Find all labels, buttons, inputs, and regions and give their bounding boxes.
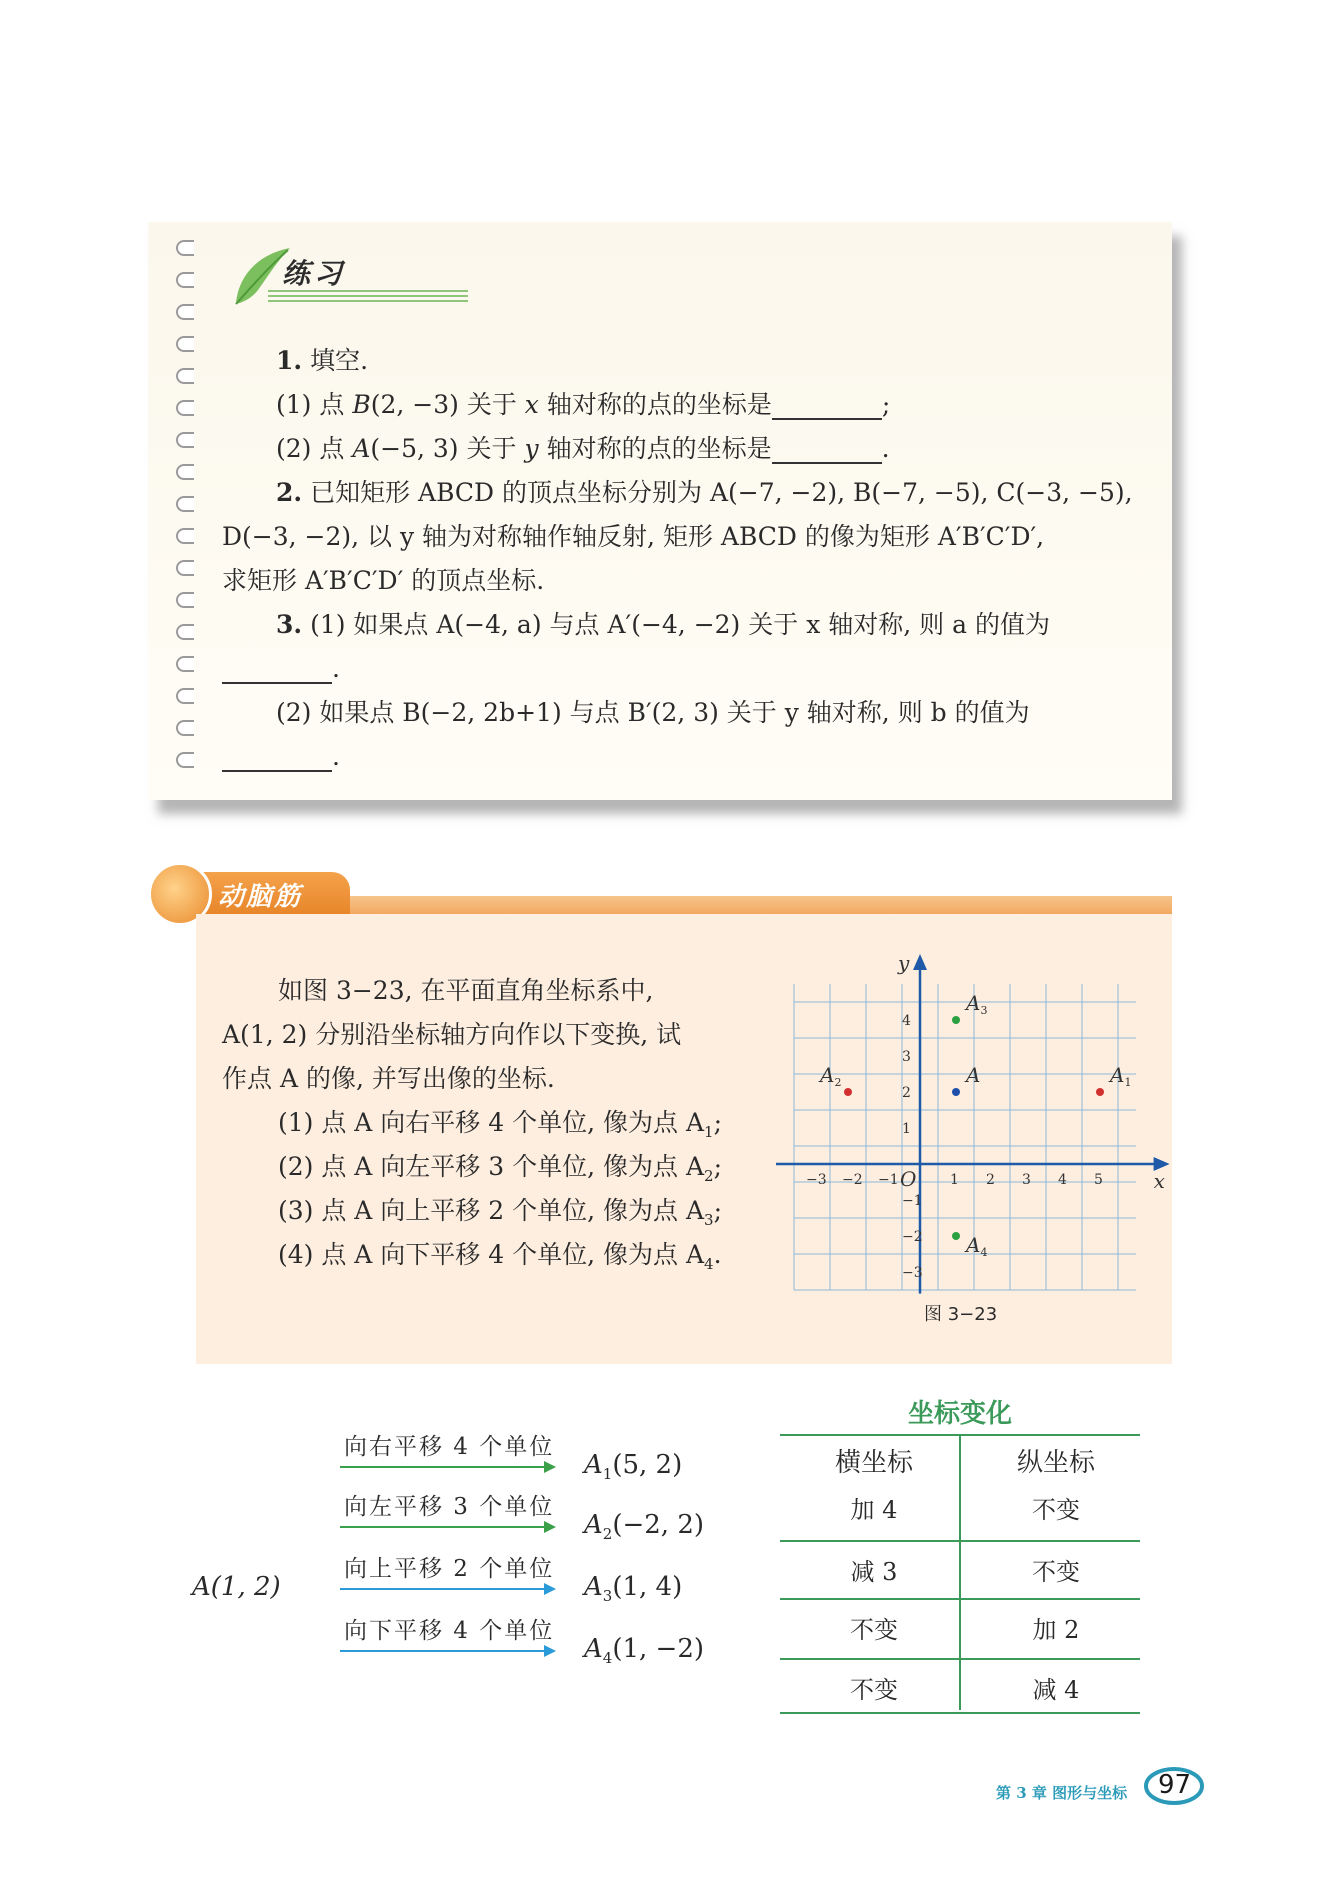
x-tick-label: 4 bbox=[1058, 1172, 1067, 1188]
y-tick-label: 4 bbox=[902, 1013, 911, 1029]
result-point: $A_2(-2$, 2) bbox=[584, 1510, 705, 1544]
table-rule bbox=[780, 1540, 1140, 1542]
table-cell: 不变 bbox=[1032, 1496, 1080, 1524]
brain-item-2: (2) 点 A 向左平移 3 个单位, 像为点 $A_2$; bbox=[278, 1152, 722, 1185]
table-cell: 加 2 bbox=[1032, 1616, 1080, 1644]
point-A3 bbox=[952, 1016, 960, 1024]
point-label: $A_3$ bbox=[966, 991, 988, 1017]
y-axis-arrow bbox=[913, 954, 927, 970]
point-A1 bbox=[1096, 1088, 1104, 1096]
answer-blank[interactable] bbox=[772, 438, 882, 464]
y-tick-label: 1 bbox=[902, 1121, 911, 1137]
practice-heading bbox=[228, 246, 548, 306]
answer-blank[interactable] bbox=[772, 394, 882, 420]
point-label: $A_4$ bbox=[966, 1233, 988, 1259]
y-axis-label: y bbox=[898, 951, 910, 975]
answer-blank[interactable] bbox=[222, 658, 332, 684]
table-header-x: 横坐标 bbox=[834, 1448, 913, 1478]
result-point: $A_1(5$, 2) bbox=[584, 1450, 683, 1484]
table-title: 坐标变化 bbox=[908, 1399, 1013, 1429]
figure-caption: 图 3−23 bbox=[924, 1304, 998, 1325]
question-3-2: (2) 如果点 B(−2, 2b+1) 与点 B′(2, 3) 关于 y 轴对称, 则 b 的值为 bbox=[276, 698, 1030, 727]
transform-arrow bbox=[340, 1466, 554, 1468]
point-A4 bbox=[952, 1232, 960, 1240]
y-tick-label: −1 bbox=[902, 1193, 923, 1209]
transform-arrow bbox=[340, 1650, 554, 1652]
table-cell: 减 3 bbox=[850, 1558, 898, 1586]
coordinate-figure bbox=[770, 940, 1165, 1281]
origin-label: O bbox=[900, 1167, 917, 1191]
arrow-label: 向左平移 3 个单位 bbox=[344, 1494, 555, 1520]
brain-item-4: (4) 点 A 向下平移 4 个单位, 像为点 $A_4$. bbox=[278, 1240, 722, 1273]
x-tick-label: −3 bbox=[806, 1172, 827, 1188]
brain-section-header bbox=[148, 862, 1172, 914]
answer-blank[interactable] bbox=[222, 746, 332, 772]
practice-title: 练习 bbox=[282, 257, 347, 290]
table-rule bbox=[780, 1598, 1140, 1600]
point-label: $A_1$ bbox=[1110, 1063, 1132, 1089]
arrow-label: 向右平移 4 个单位 bbox=[344, 1434, 555, 1460]
question-3-1: 3. (1) 如果点 A(−4, a) 与点 A′(−4, −2) 关于 x 轴对称, 则 a 的值为 bbox=[276, 610, 1050, 639]
title-underline-decoration bbox=[268, 290, 468, 304]
brain-item-3: (3) 点 A 向上平移 2 个单位, 像为点 $A_3$; bbox=[278, 1196, 722, 1229]
table-cell: 减 4 bbox=[1032, 1676, 1080, 1704]
result-point: $A_4(1$, −2) bbox=[584, 1634, 705, 1668]
transform-arrow bbox=[340, 1588, 554, 1590]
y-tick-label: −2 bbox=[902, 1229, 923, 1245]
question-3-1-answer: . bbox=[222, 654, 340, 684]
table-cell: 不变 bbox=[850, 1616, 898, 1644]
y-tick-label: 3 bbox=[902, 1049, 911, 1065]
point-label: A bbox=[966, 1063, 981, 1087]
source-point: A(1, 2) bbox=[192, 1572, 281, 1602]
point-A bbox=[952, 1088, 960, 1096]
x-tick-label: 3 bbox=[1022, 1172, 1031, 1188]
question-2-line1: 2. 已知矩形 ABCD 的顶点坐标分别为 A(−7, −2), B(−7, −5), C(−3, −5), bbox=[276, 478, 1133, 507]
x-tick-label: −1 bbox=[878, 1172, 899, 1188]
x-tick-label: 5 bbox=[1094, 1172, 1103, 1188]
brain-intro-line3: 作点 A 的像, 并写出像的坐标. bbox=[222, 1064, 555, 1093]
table-rule bbox=[780, 1712, 1140, 1714]
y-tick-label: −3 bbox=[902, 1265, 923, 1281]
table-cell: 不变 bbox=[1032, 1558, 1080, 1586]
brain-item-1: (1) 点 A 向右平移 4 个单位, 像为点 $A_1$; bbox=[278, 1108, 722, 1141]
x-tick-label: 2 bbox=[986, 1172, 995, 1188]
question-3-2-answer: . bbox=[222, 742, 340, 772]
chapter-label: 第 3 章 图形与坐标 bbox=[996, 1784, 1128, 1802]
brain-title: 动脑筋 bbox=[218, 882, 303, 912]
table-rule bbox=[780, 1658, 1140, 1660]
table-cell: 不变 bbox=[850, 1676, 898, 1704]
page-badge bbox=[1144, 1764, 1206, 1806]
question-1-1: (1) 点 B(2, −3) 关于 x 轴对称的点的坐标是 ; bbox=[276, 390, 891, 419]
x-tick-label: −2 bbox=[842, 1172, 863, 1188]
x-axis-label: x bbox=[1153, 1169, 1165, 1193]
point-A2 bbox=[844, 1088, 852, 1096]
brain-intro-line1: 如图 3−23, 在平面直角坐标系中, bbox=[278, 976, 654, 1005]
practice-card bbox=[148, 222, 1172, 800]
result-point: $A_3(1$, 4) bbox=[584, 1572, 683, 1606]
x-tick-label: 1 bbox=[950, 1172, 959, 1188]
table-cell: 加 4 bbox=[850, 1496, 898, 1524]
y-tick-label: 2 bbox=[902, 1085, 911, 1101]
table-header-y: 纵坐标 bbox=[1016, 1448, 1095, 1478]
question-1-2: (2) 点 A(−5, 3) 关于 y 轴对称的点的坐标是 . bbox=[276, 434, 890, 463]
point-label: $A_2$ bbox=[820, 1063, 842, 1089]
question-1: 1. 填空. bbox=[276, 346, 369, 375]
transform-arrow bbox=[340, 1526, 554, 1528]
question-2-line3: 求矩形 A′B′C′D′ 的顶点坐标. bbox=[222, 566, 545, 595]
arrow-label: 向上平移 2 个单位 bbox=[344, 1556, 555, 1582]
question-2-line2: D(−3, −2), 以 y 轴为对称轴作轴反射, 矩形 ABCD 的像为矩形 A′B′C′D′, bbox=[222, 522, 1045, 551]
arrow-label: 向下平移 4 个单位 bbox=[344, 1618, 555, 1644]
brain-intro-line2: A(1, 2) 分别沿坐标轴方向作以下变换, 试 bbox=[222, 1020, 682, 1049]
page-number: 97 bbox=[1158, 1770, 1192, 1800]
